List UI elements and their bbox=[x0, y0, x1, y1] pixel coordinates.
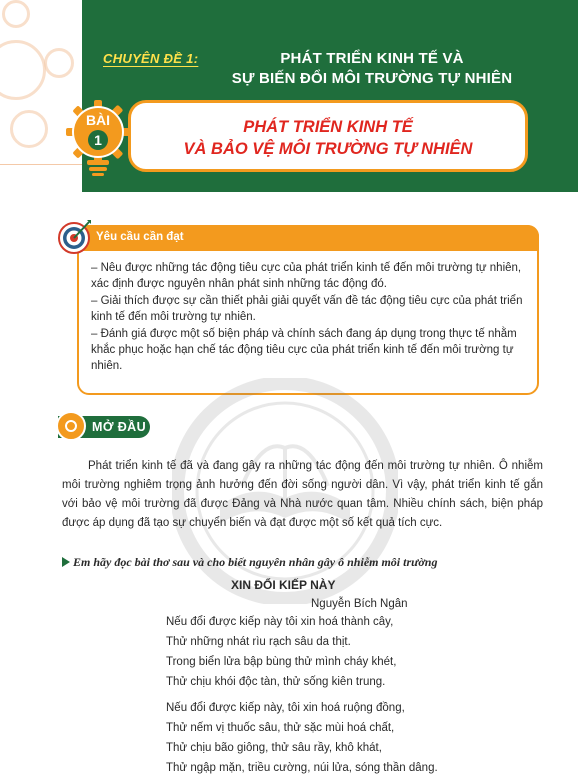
intro-text: Phát triển kinh tế đã và đang gây ra những tác động đến môi trường tự nhiên. Ô nhiễm môi trường nghiêm trọng ảnh hưởng đến đời sống người dân. Vì vậy, phát triển kinh tế gắn với bảo vệ môi trường đã được Đảng và Nhà nước quan tâm. Nhiều chính sách, biện pháp được áp dụng đã tạo sự chuyển biến và đạt được một số kết quả tích cực. bbox=[62, 460, 543, 529]
gear-decoration-icon bbox=[2, 0, 30, 28]
requirements-title: Yêu cầu cần đạt bbox=[96, 231, 184, 243]
gear-decoration-icon bbox=[44, 48, 74, 78]
lesson-number: 1 bbox=[94, 132, 102, 148]
topic-title bbox=[222, 49, 522, 89]
gear-decoration-icon bbox=[0, 40, 46, 100]
lightbulb-gear-icon bbox=[64, 98, 132, 178]
gear-decoration-icon bbox=[10, 110, 48, 148]
badge-icon bbox=[56, 411, 86, 441]
lesson-word: BÀI bbox=[85, 112, 111, 128]
poem-line: Thử chịu bão giông, thử sâu rầy, khô khát, bbox=[166, 742, 382, 754]
poem-line: Thử ngập mặn, triều cường, núi lửa, sóng thần dâng. bbox=[166, 762, 438, 774]
poem-title: XIN ĐỔI KIẾP NÀY bbox=[231, 578, 336, 592]
poem-line: Thử những nhát rìu rạch sâu da thịt. bbox=[166, 636, 351, 648]
arrow-right-icon bbox=[62, 557, 70, 567]
requirement-item: – Nêu được những tác động tiêu cực của phát triển kinh tế đến môi trường tự nhiên, xác định được nguyên nhân phát sinh những tác động đó. bbox=[91, 262, 522, 291]
poem-line: Nếu đổi được kiếp này, tôi xin hoá ruộng đồng, bbox=[166, 702, 405, 714]
lesson-title-line1: PHÁT TRIỂN KINH TẾ bbox=[243, 118, 413, 136]
topic-title-line1: PHÁT TRIỂN KINH TẾ VÀ bbox=[280, 50, 464, 67]
chapter-header bbox=[0, 0, 578, 192]
requirements-list bbox=[91, 260, 531, 375]
poem-stanza bbox=[166, 698, 438, 777]
poem-line: Nếu đổi được kiếp này tôi xin hoá thành cây, bbox=[166, 616, 394, 628]
poem-stanza bbox=[166, 612, 396, 692]
poem-line: Trong biển lửa bập bùng thử mình cháy khét, bbox=[166, 656, 397, 668]
target-icon bbox=[56, 218, 92, 254]
poem-author: Nguyễn Bích Ngân bbox=[311, 598, 408, 610]
topic-label: CHUYÊN ĐỀ 1: bbox=[103, 51, 199, 66]
section-label: MỞ ĐẦU bbox=[92, 420, 147, 434]
lesson-title-box bbox=[128, 100, 528, 172]
requirement-item: – Giải thích được sự cần thiết phải giải quyết vấn đề tác động tiêu cực của phát triển kinh tế đến môi trường tự nhiên. bbox=[91, 294, 523, 324]
poem-line: Thử chịu khói độc tàn, thử sống kiên trung. bbox=[166, 676, 386, 688]
intro-paragraph bbox=[62, 457, 543, 533]
lesson-title-line2: VÀ BẢO VỆ MÔI TRƯỜNG TỰ NHIÊN bbox=[183, 140, 473, 158]
poem-line: Thử nếm vị thuốc sâu, thử sặc mùi hoá chất, bbox=[166, 722, 395, 734]
instruction-text: Em hãy đọc bài thơ sau và cho biết nguyên nhân gây ô nhiễm môi trường bbox=[73, 555, 438, 569]
lesson-title bbox=[131, 116, 525, 160]
requirement-item: – Đánh giá được một số biện pháp và chính sách đang áp dụng trong thực tế nhằm khắc phục hoặc hạn chế tác động tiêu cực của phát triển kinh tế đến môi trường tự nhiên. bbox=[91, 327, 517, 373]
instruction bbox=[62, 555, 437, 570]
topic-title-line2: SỰ BIẾN ĐỔI MÔI TRƯỜNG TỰ NHIÊN bbox=[231, 70, 513, 87]
